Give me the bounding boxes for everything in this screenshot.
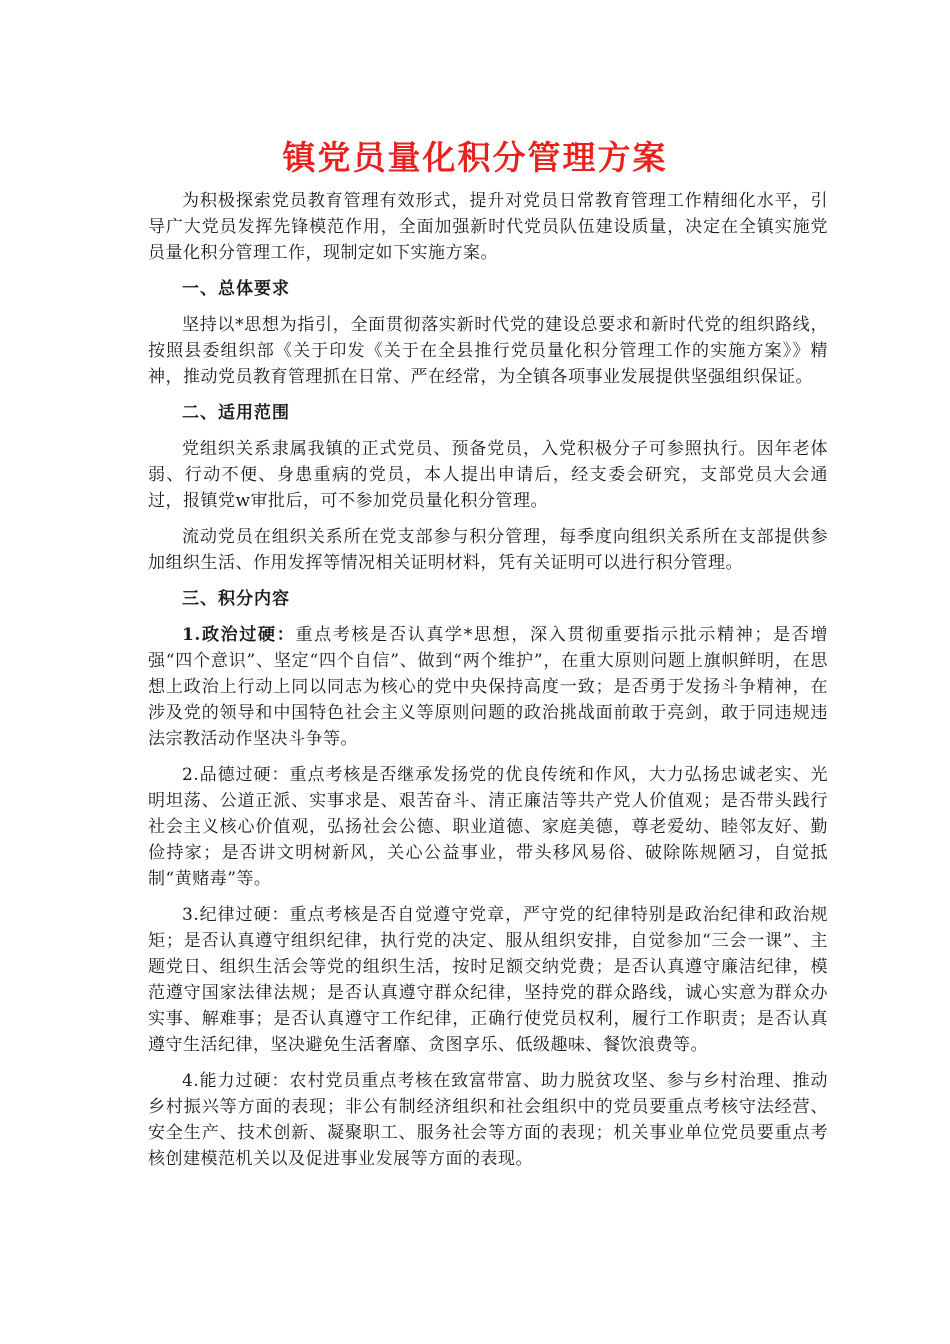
content-item-morality — [148, 762, 828, 892]
section-heading-general: 一、总体要求 — [182, 279, 290, 299]
content-item-lead: 3.纪律过硬： — [182, 905, 290, 925]
paragraph-general: 坚持以*思想为指引，全面贯彻落实新时代党的建设总要求和新时代党的组织路线，按照县委组织部《关于印发《关于在全县推行党员量化积分管理工作的实施方案》》精神，推动党员教育管理抓在日常、严在经常，为全镇各项事业发展提供坚强组织保证。 — [148, 315, 828, 387]
section-heading-scope: 二、适用范围 — [182, 403, 290, 423]
content-item-text: 重点考核是否自觉遵守党章，严守党的纪律特别是政治纪律和政治规矩；是否认真遵守组织纪律，执行党的决定、服从组织安排，自觉参加“三会一课”、主题党日、组织生活会等党的组织生活，按时足额交纳党费；是否认真遵守廉洁纪律，模范遵守国家法律法规；是否认真遵守群众纪律，坚持党的群众路线，诚心实意为群众办实事、解难事；是否认真遵守工作纪律，正确行使党员权利，履行工作职责；是否认真遵守生活纪律，坚决避免生活奢靡、贪图享乐、低级趣味、餐饮浪费等。 — [148, 905, 828, 1055]
paragraph-scope-2: 流动党员在组织关系所在党支部参与积分管理，每季度向组织关系所在支部提供参加组织生活、作用发挥等情况相关证明材料，凭有关证明可以进行积分管理。 — [148, 527, 828, 573]
content-item-lead: 2.品德过硬： — [182, 765, 290, 785]
content-item-text: 重点考核是否继承发扬党的优良传统和作风，大力弘扬忠诚老实、光明坦荡、公道正派、实事求是、艰苦奋斗、清正廉洁等共产党人价值观；是否带头践行社会主义核心价值观，弘扬社会公德、职业道德、家庭美德，尊老爱幼、睦邻友好、勤俭持家；是否讲文明树新风，关心公益事业，带头移风易俗、破除陈规陋习，自觉抵制“黄赌毒”等。 — [148, 765, 828, 889]
content-item-lead: 1.政治过硬： — [182, 625, 296, 645]
paragraph-scope-1: 党组织关系隶属我镇的正式党员、预备党员，入党积极分子可参照执行。因年老体弱、行动不便、身患重病的党员，本人提出申请后，经支委会研究，支部党员大会通过，报镇党w审批后，可不参加党员量化积分管理。 — [148, 439, 828, 511]
content-item-ability — [148, 1068, 828, 1172]
intro-paragraph: 为积极探索党员教育管理有效形式，提升对党员日常教育管理工作精细化水平，引导广大党员发挥先锋模范作用，全面加强新时代党员队伍建设质量，决定在全镇实施党员量化积分管理工作，现制定如下实施方案。 — [148, 191, 828, 263]
content-item-political — [148, 622, 828, 752]
page-title: 镇党员量化积分管理方案 — [282, 138, 668, 177]
content-item-text: 重点考核是否认真学*思想，深入贯彻重要指示批示精神；是否增强“四个意识”、坚定“四个自信”、做到“两个维护”，在重大原则问题上旗帜鲜明，在思想上政治上行动上同以同志为核心的党中央保持高度一致；是否勇于发扬斗争精神，在涉及党的领导和中国特色社会主义等原则问题的政治挑战面前敢于亮剑，敢于同违规违法宗教活动作坚决斗争等。 — [148, 625, 829, 749]
content-item-lead: 4.能力过硬： — [182, 1071, 290, 1091]
content-item-discipline — [148, 902, 828, 1058]
document-body — [148, 188, 828, 1182]
section-heading-content: 三、积分内容 — [182, 589, 290, 609]
content-item-text: 农村党员重点考核在致富带富、助力脱贫攻坚、参与乡村治理、推动乡村振兴等方面的表现；非公有制经济组织和社会组织中的党员要重点考核守法经营、安全生产、技术创新、凝聚职工、服务社会等方面的表现；机关事业单位党员要重点考核创建模范机关以及促进事业发展等方面的表现。 — [148, 1071, 828, 1169]
